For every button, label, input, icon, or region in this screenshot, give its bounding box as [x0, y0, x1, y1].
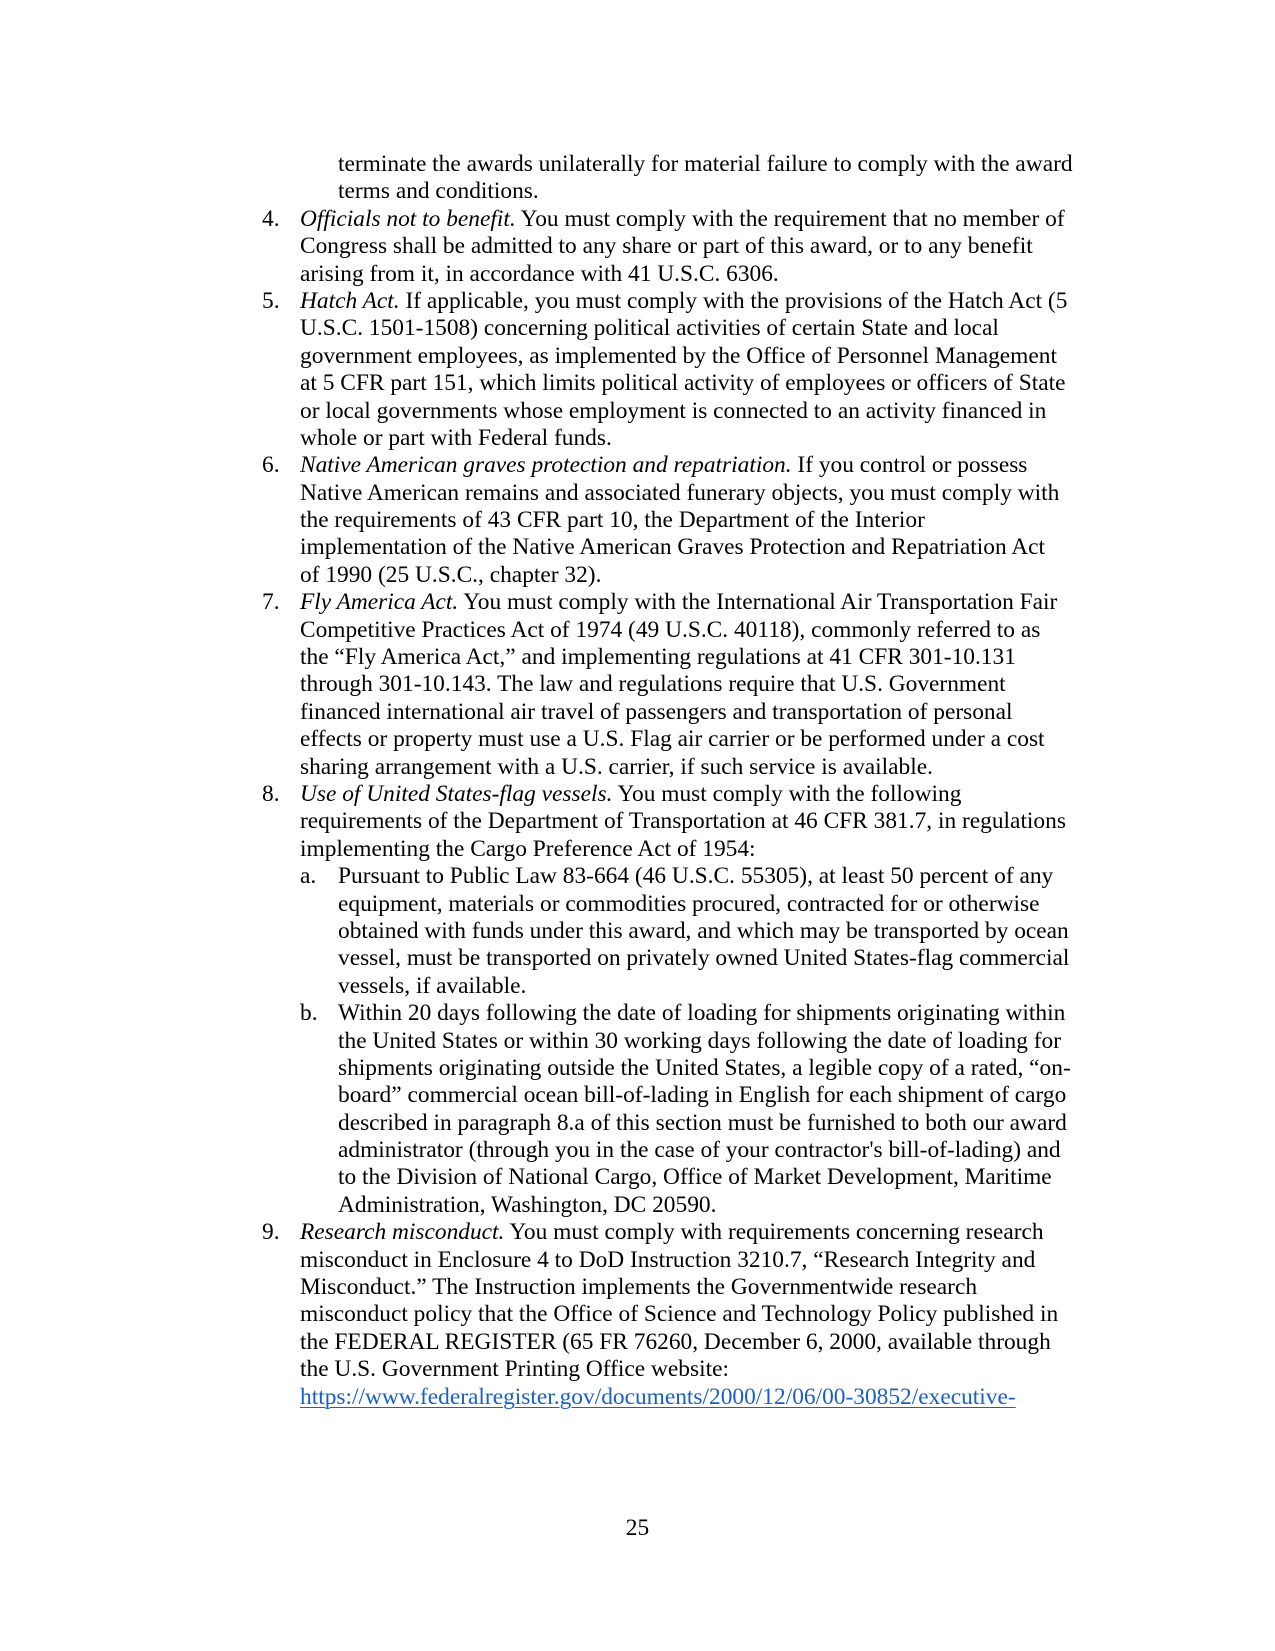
sub-item-letter: a. — [300, 863, 317, 890]
text-line: effects or property must use a U.S. Flag air carrier or be performed under a cost — [300, 726, 1045, 753]
text-line: whole or part with Federal funds. — [300, 424, 612, 451]
text-line: arising from it, in accordance with 41 U.S.C. 6306. — [300, 260, 779, 287]
federal-register-link[interactable]: https://www.federalregister.gov/documents/2000/12/06/00-30852/executive- — [300, 1383, 1016, 1410]
sub-item-8b — [262, 1000, 1132, 1219]
item-title: Fly America Act. — [300, 589, 459, 616]
list-number: 9. — [262, 1219, 280, 1246]
text-line: the FEDERAL REGISTER (65 FR 76260, December 6, 2000, available through — [300, 1328, 1051, 1355]
list-number: 4. — [262, 205, 280, 232]
text-line: Pursuant to Public Law 83-664 (46 U.S.C. 55305), at least 50 percent of any — [338, 863, 1054, 890]
text-line: terms and conditions. — [338, 178, 539, 205]
text-line: the requirements of 43 CFR part 10, the Department of the Interior — [300, 507, 925, 534]
text-line: obtained with funds under this award, and which may be transported by ocean — [338, 917, 1069, 944]
sub-item-letter: b. — [300, 1000, 318, 1027]
item-title: Research misconduct. — [300, 1219, 505, 1246]
text-line: the “Fly America Act,” and implementing regulations at 41 CFR 301-10.131 — [300, 644, 1016, 671]
text-line: Administration, Washington, DC 20590. — [338, 1191, 717, 1218]
text-line: the U.S. Government Printing Office website: — [300, 1356, 729, 1383]
text-line: implementing the Cargo Preference Act of 1954: — [300, 835, 756, 862]
text-run: You must comply with the International Air Transportation Fair — [458, 589, 1058, 616]
text-line: board” commercial ocean bill-of-lading in English for each shipment of cargo — [338, 1082, 1067, 1109]
text-line: of 1990 (25 U.S.C., chapter 32). — [300, 561, 602, 588]
text-run: If you control or possess — [791, 452, 1028, 479]
list-number: 8. — [262, 780, 280, 807]
text-run: You must comply with the requirement that no member of — [515, 205, 1065, 232]
list-number: 7. — [262, 589, 280, 616]
list-item-9 — [262, 1219, 1132, 1411]
list-number: 5. — [262, 287, 280, 314]
text-run: If applicable, you must comply with the provisions of the Hatch Act (5 — [399, 287, 1068, 314]
text-line: the United States or within 30 working days following the date of loading for — [338, 1027, 1062, 1054]
text-line: government employees, as implemented by the Office of Personnel Management — [300, 342, 1057, 369]
text-line: requirements of the Department of Transportation at 46 CFR 381.7, in regulations — [300, 808, 1066, 835]
item-title: Use of United States-flag vessels. — [300, 780, 613, 807]
text-line: Congress shall be admitted to any share or part of this award, or to any benefit — [300, 233, 1033, 260]
text-line: administrator (through you in the case of your contractor's bill-of-lading) and — [338, 1137, 1061, 1164]
text-line: sharing arrangement with a U.S. carrier, if such service is available. — [300, 753, 933, 780]
text-line: or local governments whose employment is connected to an activity financed in — [300, 397, 1047, 424]
text-line: Within 20 days following the date of loading for shipments originating within — [338, 1000, 1066, 1027]
text-run: You must comply with requirements concerning research — [504, 1219, 1044, 1246]
list-item-4 — [262, 206, 1132, 288]
text-line: terminate the awards unilaterally for material failure to comply with the award — [338, 151, 1073, 177]
item-title: Native American graves protection and repatriation. — [300, 452, 792, 479]
text-line: vessel, must be transported on privately owned United States-flag commercial — [338, 945, 1070, 972]
text-line: described in paragraph 8.a of this section must be furnished to both our award — [338, 1109, 1067, 1136]
page-body — [262, 151, 1132, 1411]
text-line: Native American remains and associated funerary objects, you must comply with — [300, 479, 1060, 506]
text-line: to the Division of National Cargo, Office of Market Development, Maritime — [338, 1164, 1052, 1191]
item-title: Hatch Act. — [300, 287, 400, 314]
text-line: vessels, if available. — [338, 972, 527, 999]
text-line: at 5 CFR part 151, which limits political activity of employees or officers of State — [300, 370, 1066, 397]
list-item-5 — [262, 288, 1132, 452]
text-line: U.S.C. 1501-1508) concerning political activities of certain State and local — [300, 315, 999, 342]
list-item-6 — [262, 452, 1132, 589]
text-line: financed international air travel of passengers and transportation of personal — [300, 698, 1013, 725]
text-run: You must comply with the following — [612, 780, 962, 807]
text-line: shipments originating outside the United States, a legible copy of a rated, “on- — [338, 1054, 1071, 1081]
text-line: implementation of the Native American Graves Protection and Repatriation Act — [300, 534, 1046, 561]
item-title: Officials not to benefit. — [300, 205, 516, 232]
list-item-8 — [262, 781, 1132, 863]
text-line: through 301-10.143. The law and regulations require that U.S. Government — [300, 671, 1006, 698]
sub-item-8a — [262, 863, 1132, 1000]
text-line: misconduct policy that the Office of Science and Technology Policy published in — [300, 1301, 1059, 1328]
text-line: Misconduct.” The Instruction implements the Governmentwide research — [300, 1274, 978, 1301]
list-item-7 — [262, 589, 1132, 781]
list-number: 6. — [262, 452, 280, 479]
text-line: misconduct in Enclosure 4 to DoD Instruction 3210.7, “Research Integrity and — [300, 1246, 1036, 1273]
continued-paragraph — [262, 151, 1132, 206]
text-line: Competitive Practices Act of 1974 (49 U.S.C. 40118), commonly referred to as — [300, 616, 1041, 643]
text-line: equipment, materials or commodities procured, contracted for or otherwise — [338, 890, 1040, 917]
page-number: 25 — [625, 1515, 650, 1541]
